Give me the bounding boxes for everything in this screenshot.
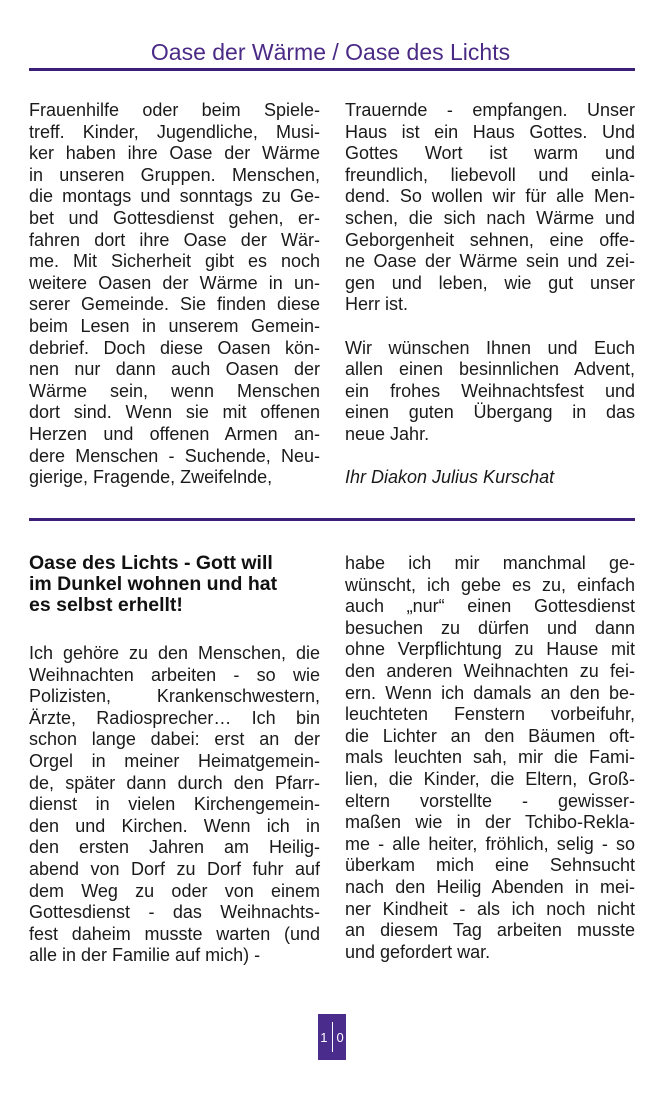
text-line: dere Menschen - Suchende, Neu-	[29, 445, 320, 466]
text-line: die Lichter an den Bäumen oft-	[345, 725, 635, 746]
text-line: den anderen Weihnachten zu fei-	[345, 660, 635, 681]
text-line: schon lange dabei: erst an der	[29, 729, 320, 750]
text-line: gen und leben, wie gut unser	[345, 272, 635, 293]
text-line: gierige, Fragende, Zweifelnde,	[29, 467, 273, 488]
text-line: fest daheim musste warten (und	[29, 923, 320, 944]
text-line: Frauenhilfe oder beim Spiele-	[29, 100, 320, 120]
text-line: Wärme sein, wenn Menschen	[29, 380, 320, 401]
page-number-separator	[332, 1022, 333, 1052]
text-line: Herzen und offenen Armen an-	[29, 423, 320, 444]
text-line: leuchteten Fenstern vorbeifuhr,	[345, 704, 635, 725]
text-line: abend von Dorf zu Dorf fuhr auf	[29, 858, 320, 879]
text-line: einen guten Übergang in das	[345, 402, 635, 423]
text-line: lien, die Kinder, die Eltern, Groß-	[345, 768, 635, 789]
text-line: Haus ist ein Haus Gottes. Und	[345, 121, 635, 142]
text-line: eltern vorstellte - gewisser-	[345, 790, 635, 811]
text-line: maßen wie in der Tchibo-Rekla-	[345, 812, 635, 833]
text-line: überkam mich eine Sehnsucht	[345, 855, 635, 876]
text-line: beim Lesen in unserem Gemein-	[29, 315, 320, 336]
text-line: besuchen zu dürfen und dann	[345, 617, 635, 638]
text-line: Polizisten, Krankenschwestern,	[29, 686, 320, 707]
page-header-title: Oase der Wärme / Oase des Lichts	[150, 39, 511, 65]
header-divider	[29, 68, 635, 71]
text-line: in unseren Gruppen. Menschen,	[29, 164, 320, 185]
text-line: Geborgenheit sehnen, eine offe-	[345, 229, 635, 250]
text-line: Wir wünschen Ihnen und Euch	[345, 337, 635, 358]
text-line: auch „nur“ einen Gottesdienst	[345, 596, 635, 617]
paragraph-gap	[345, 316, 635, 338]
text-line: ker haben ihre Oase der Wärme	[29, 143, 320, 164]
text-line: die montags und sonntags zu Ge-	[29, 186, 320, 207]
text-line: de, später dann durch den Pfarr-	[29, 772, 320, 793]
article1-column-right	[345, 100, 635, 489]
text-line: ein frohes Weihnachtsfest und	[345, 380, 635, 401]
text-line: fahren dort ihre Oase der Wär-	[29, 229, 320, 250]
text-line: dort sind. Wenn sie mit offenen	[29, 402, 320, 423]
page-number-digit: 0	[336, 1029, 344, 1045]
text-line: mals leuchten sah, mir die Fami-	[345, 747, 635, 768]
paragraph-gap	[345, 446, 635, 468]
article2-title	[29, 553, 320, 616]
text-line: Herr ist.	[345, 294, 408, 315]
text-line: Gottesdienst - das Weihnachts-	[29, 902, 320, 923]
text-line: schen, die sich nach Wärme und	[345, 207, 635, 228]
text-line: Ich gehöre zu den Menschen, die	[29, 643, 320, 663]
article1-paragraph-2	[345, 338, 635, 446]
text-line: im Dunkel wohnen und hat	[29, 573, 278, 595]
text-line: serer Gemeinde. Sie finden diese	[29, 294, 320, 315]
text-line: bet und Gottesdienst gehen, er-	[29, 207, 320, 228]
page-number-badge	[318, 1014, 346, 1060]
text-line: Weihnachten arbeiten - so wie	[29, 664, 320, 685]
text-line: ne Oase der Wärme sein und zei-	[345, 251, 635, 272]
text-line: Gottes Wort ist warm und	[345, 143, 635, 164]
article2-column-right	[345, 553, 635, 963]
text-line: es selbst erhellt!	[29, 594, 183, 616]
signature: Ihr Diakon Julius Kurschat	[345, 467, 555, 488]
page-number-digit: 1	[320, 1029, 328, 1045]
text-line: den ersten Jahren am Heilig-	[29, 837, 320, 858]
text-line: debrief. Doch diese Oasen kön-	[29, 337, 320, 358]
text-line: ern. Wenn ich damals an den be-	[345, 682, 635, 703]
text-line: wünscht, ich gebe es zu, einfach	[345, 574, 635, 595]
text-line: nach den Heilig Abenden in mei-	[345, 876, 635, 897]
text-line: weitere Oasen der Wärme in un-	[29, 272, 320, 293]
text-line: an diesem Tag arbeiten musste	[345, 920, 635, 941]
text-line: Oase des Lichts - Gott will	[29, 552, 273, 574]
text-line: habe ich mir manchmal ge-	[345, 553, 635, 573]
text-line: dend. So wollen wir für alle Men-	[345, 186, 635, 207]
text-line: neue Jahr.	[345, 423, 430, 444]
text-line: freundlich, liebevoll und einla-	[345, 164, 635, 185]
article1-paragraph-1	[345, 100, 635, 316]
text-line: und gefordert war.	[345, 941, 491, 962]
text-line: Trauernde - empfangen. Unser	[345, 100, 635, 120]
text-line: den und Kirchen. Wenn ich in	[29, 815, 320, 836]
text-line: allen einen besinnlichen Advent,	[345, 359, 635, 380]
text-line: me - alle heiter, fröhlich, selig - so	[345, 833, 635, 854]
text-line: Ärzte, Radiosprecher… Ich bin	[29, 707, 320, 728]
text-line: treff. Kinder, Jugendliche, Musi-	[29, 121, 320, 142]
text-line: Orgel in meiner Heimatgemein-	[29, 750, 320, 771]
text-line: nen nur dann auch Oasen der	[29, 359, 320, 380]
text-line: dienst in vielen Kirchengemein-	[29, 794, 320, 815]
article2-column-left	[29, 643, 320, 967]
text-line: ohne Verpflichtung zu Hause mit	[345, 639, 635, 660]
text-line: ner Kindheit - als ich noch nicht	[345, 898, 635, 919]
text-line: dem Weg zu oder von einem	[29, 880, 320, 901]
article1-column-left	[29, 100, 320, 489]
section-divider	[29, 518, 635, 521]
text-line: me. Mit Sicherheit gibt es noch	[29, 251, 320, 272]
text-line: alle in der Familie auf mich) -	[29, 945, 261, 966]
